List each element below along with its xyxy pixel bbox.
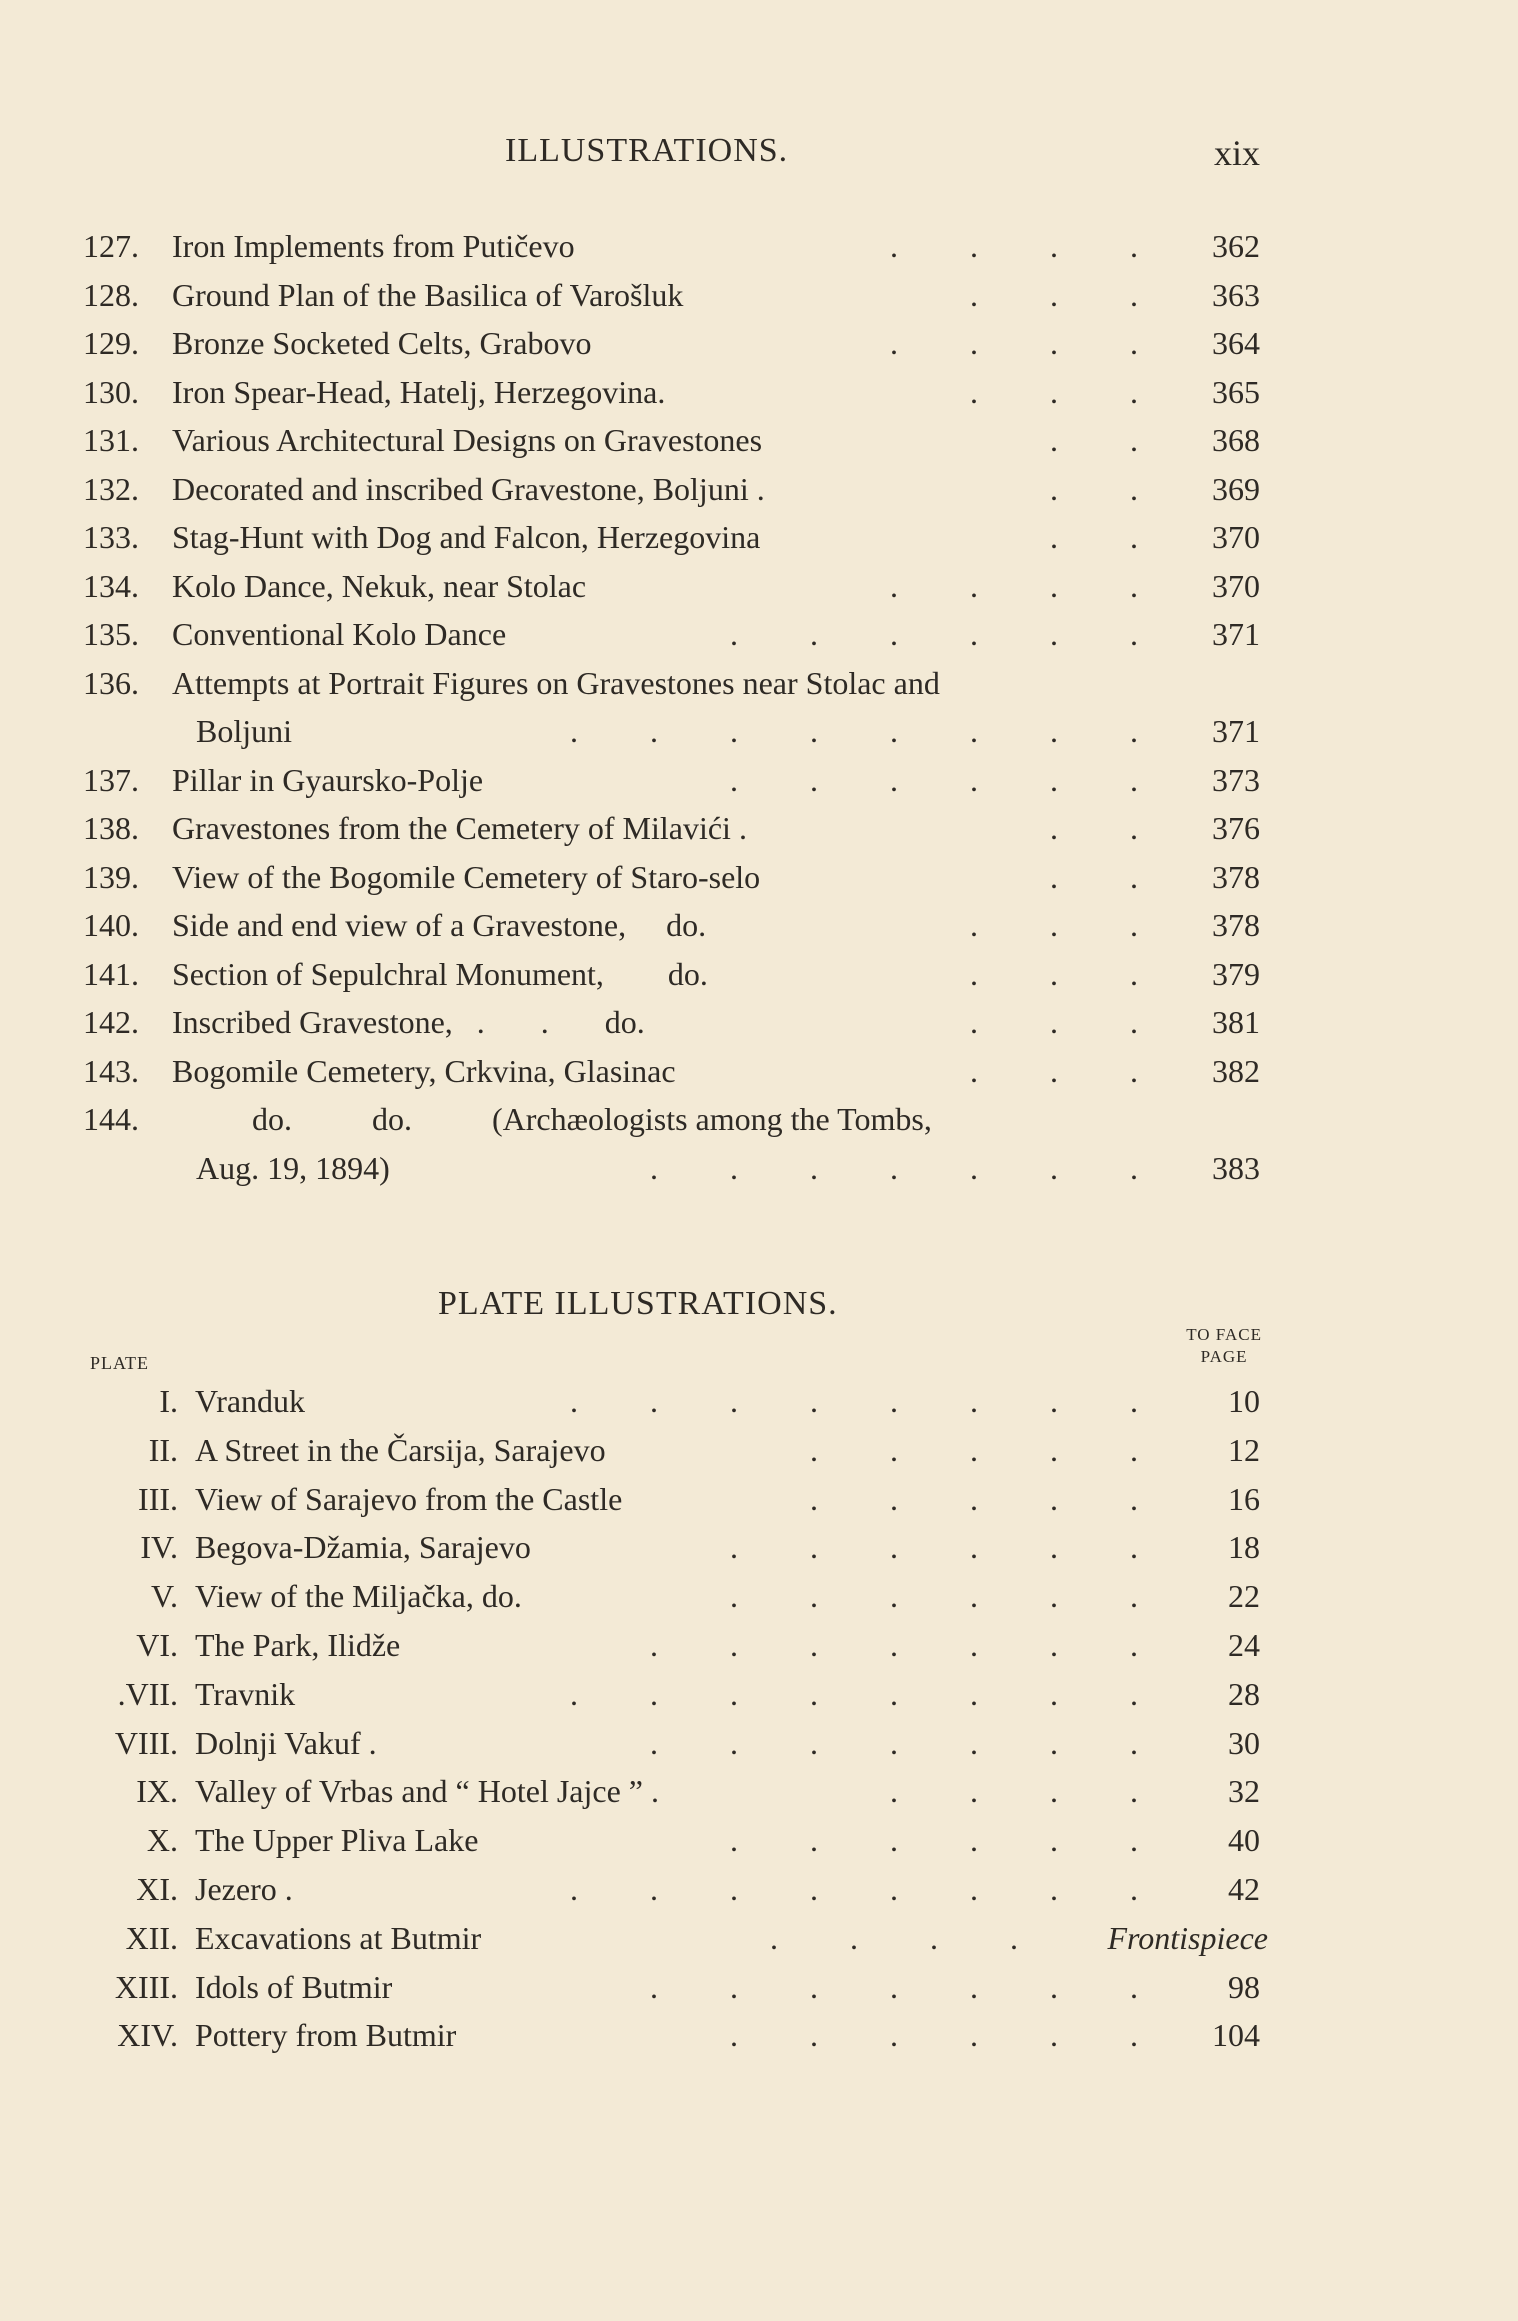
leader-dot: . (730, 2017, 738, 2054)
leader-dot: . (970, 713, 978, 749)
illustration-row (0, 1144, 1518, 1193)
leader-dot: . (1010, 1919, 1018, 1956)
leader-dot: . (810, 1870, 818, 1907)
leader-dot: . (930, 1919, 938, 1956)
leader-dot: . (970, 1578, 978, 1615)
leader-dot: . (970, 1383, 978, 1419)
illustration-title: Pillar in Gyaursko-Polje (172, 761, 484, 798)
plate-row (0, 1767, 1518, 1816)
leader-dot: . (1050, 519, 1058, 555)
leader-dot: . (1050, 713, 1058, 749)
leader-dot: . (970, 1968, 978, 2005)
plate-row (0, 1572, 1518, 1621)
leader-dot: . (970, 907, 978, 943)
plate-page: 24 (1228, 1626, 1260, 1663)
leader-dot: . (890, 325, 898, 361)
leader-dot: . (1050, 1822, 1058, 1859)
leader-dot: . (970, 1004, 978, 1040)
illustration-title: Boljuni (196, 713, 293, 749)
leader-dot: . (1050, 1724, 1058, 1761)
illustration-row (0, 610, 1518, 659)
leader-dot: . (810, 761, 818, 798)
illustration-number: 144. (83, 1101, 139, 1137)
leader-dot: . (890, 1773, 898, 1810)
leader-dot: . (810, 1724, 818, 1761)
plate-row (0, 1816, 1518, 1865)
plate-column-label: PLATE (90, 1353, 149, 1373)
leader-dot: . (890, 761, 898, 798)
plate-page: 28 (1228, 1675, 1260, 1712)
leader-dot: . (810, 1675, 818, 1712)
leader-dot: . (810, 2017, 818, 2054)
leader-dot: . (810, 1480, 818, 1517)
leader-dot: . (970, 761, 978, 798)
leader-dot: . (890, 567, 898, 604)
leader-dot: . (650, 1626, 658, 1663)
leader-dot: . (1130, 519, 1138, 555)
leader-dot: . (890, 1724, 898, 1761)
leader-dot: . (970, 1052, 978, 1089)
leader-dot: . (1130, 907, 1138, 943)
leader-dot: . (570, 1870, 578, 1907)
illustration-title: Decorated and inscribed Gravestone, Boljuni . (172, 470, 765, 507)
leader-dot: . (1130, 858, 1138, 895)
leader-dot: . (810, 1383, 818, 1419)
illustration-number: 137. (83, 761, 139, 798)
leader-dot: . (970, 1149, 978, 1186)
illustration-page: 370 (1212, 519, 1260, 555)
illustrations-list (0, 222, 1518, 1192)
leader-dot: . (1050, 1431, 1058, 1468)
leader-dot: . (810, 616, 818, 652)
illustration-number: 133. (83, 519, 139, 555)
header-page-number: xix (1213, 133, 1260, 173)
illustration-row (0, 998, 1518, 1047)
plate-numeral: IX. (136, 1773, 178, 1810)
leader-dot: . (1130, 713, 1138, 749)
illustration-page: 376 (1212, 810, 1260, 846)
leader-dot: . (970, 2017, 978, 2054)
leader-dot: . (730, 1383, 738, 1419)
leader-dot: . (1050, 325, 1058, 361)
plate-page: 104 (1212, 2017, 1260, 2054)
illustration-page: 381 (1212, 1004, 1260, 1040)
leader-dot: . (1050, 1383, 1058, 1419)
illustration-title: Section of Sepulchral Monument, do. (172, 955, 708, 992)
illustration-row (0, 562, 1518, 611)
leader-dot: . (1130, 1724, 1138, 1761)
leader-dot: . (1050, 761, 1058, 798)
illustration-number: 139. (83, 858, 139, 895)
plate-row (0, 1475, 1518, 1524)
running-header (0, 132, 1518, 176)
leader-dot: . (1130, 1675, 1138, 1712)
illustration-title: Inscribed Gravestone, . . do. (172, 1004, 645, 1040)
leader-dot: . (730, 1968, 738, 2005)
leader-dot: . (1050, 373, 1058, 410)
leader-dot: . (650, 1724, 658, 1761)
illustration-title: Bronze Socketed Celts, Grabovo (172, 325, 592, 361)
leader-dot: . (810, 1822, 818, 1859)
illustration-title: Conventional Kolo Dance (172, 616, 507, 652)
leader-dot: . (730, 1870, 738, 1907)
leader-dot: . (1130, 1626, 1138, 1663)
plate-row (0, 1719, 1518, 1768)
plate-list (0, 1377, 1518, 2060)
leader-dot: . (1130, 616, 1138, 652)
illustration-number: 141. (83, 955, 139, 992)
leader-dot: . (810, 713, 818, 749)
leader-dot: . (890, 616, 898, 652)
leader-dot: . (970, 276, 978, 313)
leader-dot: . (1050, 907, 1058, 943)
plate-page: 40 (1228, 1822, 1260, 1859)
leader-dot: . (1050, 1773, 1058, 1810)
leader-dot: . (1130, 228, 1138, 264)
leader-dot: . (730, 1675, 738, 1712)
illustration-title: Attempts at Portrait Figures on Gravestones near Stolac and (172, 664, 940, 701)
leader-dot: . (970, 228, 978, 264)
leader-dot: . (1050, 1149, 1058, 1186)
illustration-number: 143. (83, 1052, 139, 1089)
illustration-title: Bogomile Cemetery, Crkvina, Glasinac (172, 1052, 676, 1089)
plate-title: Excavations at Butmir (195, 1919, 482, 1956)
leader-dot: . (570, 1675, 578, 1712)
leader-dot: . (970, 1773, 978, 1810)
leader-dot: . (650, 1675, 658, 1712)
plate-page: 12 (1228, 1431, 1260, 1468)
leader-dot: . (970, 955, 978, 992)
illustration-title: do. do. (Archæologists among the Tombs, (172, 1101, 932, 1137)
plate-title: The Upper Pliva Lake (195, 1822, 479, 1859)
leader-dot: . (890, 1870, 898, 1907)
illustration-page: 382 (1212, 1052, 1260, 1089)
plate-title: View of Sarajevo from the Castle (195, 1480, 623, 1517)
leader-dot: . (730, 1149, 738, 1186)
illustration-page: 379 (1212, 955, 1260, 992)
leader-dot: . (1130, 1383, 1138, 1419)
plate-title: Dolnji Vakuf . (195, 1724, 377, 1761)
leader-dot: . (890, 1675, 898, 1712)
plate-title: Jezero . (195, 1870, 293, 1907)
plate-row (0, 1670, 1518, 1719)
plate-page: 10 (1228, 1383, 1260, 1419)
illustration-page: 371 (1212, 713, 1260, 749)
illustration-page: 362 (1212, 228, 1260, 264)
plate-numeral: X. (146, 1822, 178, 1859)
leader-dot: . (1130, 955, 1138, 992)
illustration-number: 140. (83, 907, 139, 943)
leader-dot: . (1130, 1431, 1138, 1468)
plate-title: Travnik (195, 1675, 296, 1712)
leader-dot: . (810, 1578, 818, 1615)
illustration-row (0, 804, 1518, 853)
leader-dot: . (1130, 1822, 1138, 1859)
leader-dot: . (1050, 1578, 1058, 1615)
leader-dot: . (730, 761, 738, 798)
plate-page: 22 (1228, 1578, 1260, 1615)
plate-numeral: IV. (140, 1529, 178, 1566)
leader-dot: . (1050, 1480, 1058, 1517)
leader-dot: . (890, 1968, 898, 2005)
leader-dot: . (730, 1578, 738, 1615)
leader-dot: . (1130, 1004, 1138, 1040)
leader-dot: . (650, 1870, 658, 1907)
leader-dot: . (890, 1431, 898, 1468)
illustration-title: Aug. 19, 1894) (196, 1149, 390, 1186)
leader-dot: . (1050, 1626, 1058, 1663)
leader-dot: . (1050, 616, 1058, 652)
illustration-page: 378 (1212, 858, 1260, 895)
leader-dot: . (1050, 955, 1058, 992)
illustration-row (0, 1047, 1518, 1096)
plate-page: 30 (1228, 1724, 1260, 1761)
illustration-title: Kolo Dance, Nekuk, near Stolac (172, 567, 587, 604)
leader-dot: . (970, 567, 978, 604)
leader-dot: . (1130, 1870, 1138, 1907)
illustration-page: 364 (1212, 325, 1260, 361)
leader-dot: . (890, 228, 898, 264)
leader-dot: . (1050, 1968, 1058, 2005)
plate-title: Valley of Vrbas and “ Hotel Jajce ” . (195, 1773, 659, 1810)
leader-dot: . (890, 1480, 898, 1517)
plate-title: A Street in the Čarsija, Sarajevo (195, 1431, 606, 1468)
to-face-page-label (1186, 1324, 1262, 1368)
leader-dot: . (1130, 810, 1138, 846)
illustration-row (0, 901, 1518, 950)
illustration-row (0, 853, 1518, 902)
leader-dot: . (1130, 1052, 1138, 1089)
illustration-title: Ground Plan of the Basilica of Varošluk (172, 276, 684, 313)
leader-dot: . (970, 1724, 978, 1761)
leader-dot: . (890, 1626, 898, 1663)
illustration-page: 371 (1212, 616, 1260, 652)
leader-dot: . (1050, 1675, 1058, 1712)
illustration-number: 127. (83, 228, 139, 264)
leader-dot: . (1130, 1578, 1138, 1615)
illustration-row (0, 222, 1518, 271)
illustration-number: 130. (83, 373, 139, 410)
illustration-title: Stag-Hunt with Dog and Falcon, Herzegovina (172, 519, 761, 555)
leader-dot: . (1050, 2017, 1058, 2054)
leader-dot: . (890, 713, 898, 749)
illustration-page: 365 (1212, 373, 1260, 410)
leader-dot: . (730, 1529, 738, 1566)
leader-dot: . (1130, 1968, 1138, 2005)
plate-numeral: V. (151, 1578, 178, 1615)
plate-title: The Park, Ilidže (195, 1626, 401, 1663)
leader-dot: . (810, 1149, 818, 1186)
plate-page: Frontispiece (1107, 1919, 1268, 1956)
plate-numeral: XIV. (117, 2017, 178, 2054)
leader-dot: . (730, 1626, 738, 1663)
plate-title: Idols of Butmir (195, 1968, 393, 2005)
leader-dot: . (1050, 276, 1058, 313)
leader-dot: . (730, 1822, 738, 1859)
leader-dot: . (890, 2017, 898, 2054)
to-face-line1: TO FACE (1186, 1325, 1262, 1344)
plate-title: Pottery from Butmir (195, 2017, 457, 2054)
illustration-title: Gravestones from the Cemetery of Milavići . (172, 810, 747, 846)
leader-dot: . (1130, 373, 1138, 410)
plate-numeral: III. (138, 1480, 178, 1517)
illustration-number: 131. (83, 422, 139, 458)
leader-dot: . (1130, 1773, 1138, 1810)
illustration-number: 136. (83, 664, 139, 701)
illustration-row (0, 659, 1518, 708)
illustration-row (0, 368, 1518, 417)
plate-section-heading: PLATE ILLUSTRATIONS. (438, 1285, 838, 1322)
plate-page: 16 (1228, 1480, 1260, 1517)
plate-row (0, 1914, 1518, 1963)
leader-dot: . (1050, 810, 1058, 846)
leader-dot: . (890, 1578, 898, 1615)
leader-dot: . (1130, 761, 1138, 798)
leader-dot: . (810, 1968, 818, 2005)
plate-page: 42 (1228, 1870, 1260, 1907)
plate-page: 18 (1228, 1529, 1260, 1566)
illustration-title: Side and end view of a Gravestone, do. (172, 907, 707, 943)
leader-dot: . (730, 616, 738, 652)
illustration-row (0, 416, 1518, 465)
plate-title: Begova-Džamia, Sarajevo (195, 1529, 531, 1566)
illustration-number: 142. (83, 1004, 139, 1040)
illustration-number: 135. (83, 616, 139, 652)
header-title: ILLUSTRATIONS. (505, 132, 789, 169)
illustration-row (0, 707, 1518, 756)
plate-numeral: VI. (136, 1626, 178, 1663)
plate-page: 32 (1228, 1773, 1260, 1810)
illustration-number: 129. (83, 325, 139, 361)
plate-numeral: XII. (125, 1919, 178, 1956)
leader-dot: . (1130, 276, 1138, 313)
leader-dot: . (570, 713, 578, 749)
leader-dot: . (970, 1431, 978, 1468)
leader-dot: . (730, 713, 738, 749)
leader-dot: . (810, 1431, 818, 1468)
leader-dot: . (970, 325, 978, 361)
leader-dot: . (1050, 567, 1058, 604)
leader-dot: . (1050, 422, 1058, 458)
leader-dot: . (1130, 567, 1138, 604)
plate-row (0, 1426, 1518, 1475)
leader-dot: . (570, 1383, 578, 1419)
plate-row (0, 1377, 1518, 1426)
leader-dot: . (970, 1626, 978, 1663)
illustration-page: 373 (1212, 761, 1260, 798)
illustration-row (0, 465, 1518, 514)
leader-dot: . (730, 1724, 738, 1761)
leader-dot: . (1130, 1149, 1138, 1186)
illustration-row (0, 513, 1518, 562)
leader-dot: . (650, 1149, 658, 1186)
leader-dot: . (850, 1919, 858, 1956)
plate-title: View of the Miljačka, do. (195, 1578, 522, 1615)
illustration-row (0, 319, 1518, 368)
illustration-row (0, 756, 1518, 805)
leader-dot: . (1130, 470, 1138, 507)
leader-dot: . (970, 1480, 978, 1517)
leader-dot: . (970, 616, 978, 652)
leader-dot: . (1130, 325, 1138, 361)
illustration-page: 383 (1212, 1149, 1260, 1186)
leader-dot: . (890, 1529, 898, 1566)
illustration-title: Various Architectural Designs on Gravestones (172, 422, 763, 458)
illustration-number: 138. (83, 810, 139, 846)
illustration-number: 128. (83, 276, 139, 313)
plate-numeral: II. (148, 1431, 178, 1468)
illustration-page: 369 (1212, 470, 1260, 507)
plate-page: 98 (1228, 1968, 1260, 2005)
illustration-row (0, 950, 1518, 999)
leader-dot: . (1050, 228, 1058, 264)
leader-dot: . (1130, 1529, 1138, 1566)
plate-row (0, 2011, 1518, 2060)
plate-numeral: XIII. (114, 1968, 178, 2005)
leader-dot: . (1050, 1870, 1058, 1907)
illustration-page: 370 (1212, 567, 1260, 604)
illustration-page: 368 (1212, 422, 1260, 458)
leader-dot: . (650, 1968, 658, 2005)
plate-row (0, 1621, 1518, 1670)
plate-numeral: I. (159, 1383, 178, 1419)
illustration-row (0, 271, 1518, 320)
plate-row (0, 1963, 1518, 2012)
illustration-page: 363 (1212, 276, 1260, 313)
leader-dot: . (890, 1822, 898, 1859)
leader-dot: . (810, 1626, 818, 1663)
leader-dot: . (1130, 2017, 1138, 2054)
leader-dot: . (810, 1529, 818, 1566)
plate-numeral: VIII. (114, 1724, 178, 1761)
plate-row (0, 1523, 1518, 1572)
illustration-title: Iron Spear-Head, Hatelj, Herzegovina. (172, 373, 666, 410)
plate-numeral: XI. (136, 1870, 178, 1907)
leader-dot: . (650, 713, 658, 749)
leader-dot: . (970, 1675, 978, 1712)
leader-dot: . (1050, 470, 1058, 507)
to-face-line2: PAGE (1200, 1347, 1248, 1366)
leader-dot: . (1050, 858, 1058, 895)
leader-dot: . (650, 1383, 658, 1419)
illustration-page: 378 (1212, 907, 1260, 943)
leader-dot: . (1130, 422, 1138, 458)
leader-dot: . (770, 1919, 778, 1956)
leader-dot: . (890, 1149, 898, 1186)
leader-dot: . (970, 1870, 978, 1907)
leader-dot: . (1050, 1052, 1058, 1089)
plate-title: Vranduk (195, 1383, 306, 1419)
plate-row (0, 1865, 1518, 1914)
illustration-number: 132. (83, 470, 139, 507)
leader-dot: . (970, 373, 978, 410)
illustration-row (0, 1095, 1518, 1144)
leader-dot: . (1050, 1529, 1058, 1566)
illustration-number: 134. (83, 567, 139, 604)
leader-dot: . (890, 1383, 898, 1419)
leader-dot: . (970, 1529, 978, 1566)
leader-dot: . (1050, 1004, 1058, 1040)
leader-dot: . (1130, 1480, 1138, 1517)
plate-numeral: .VII. (117, 1675, 178, 1712)
illustration-title: View of the Bogomile Cemetery of Staro-selo (172, 858, 761, 895)
illustration-title: Iron Implements from Putičevo (172, 228, 575, 264)
leader-dot: . (970, 1822, 978, 1859)
